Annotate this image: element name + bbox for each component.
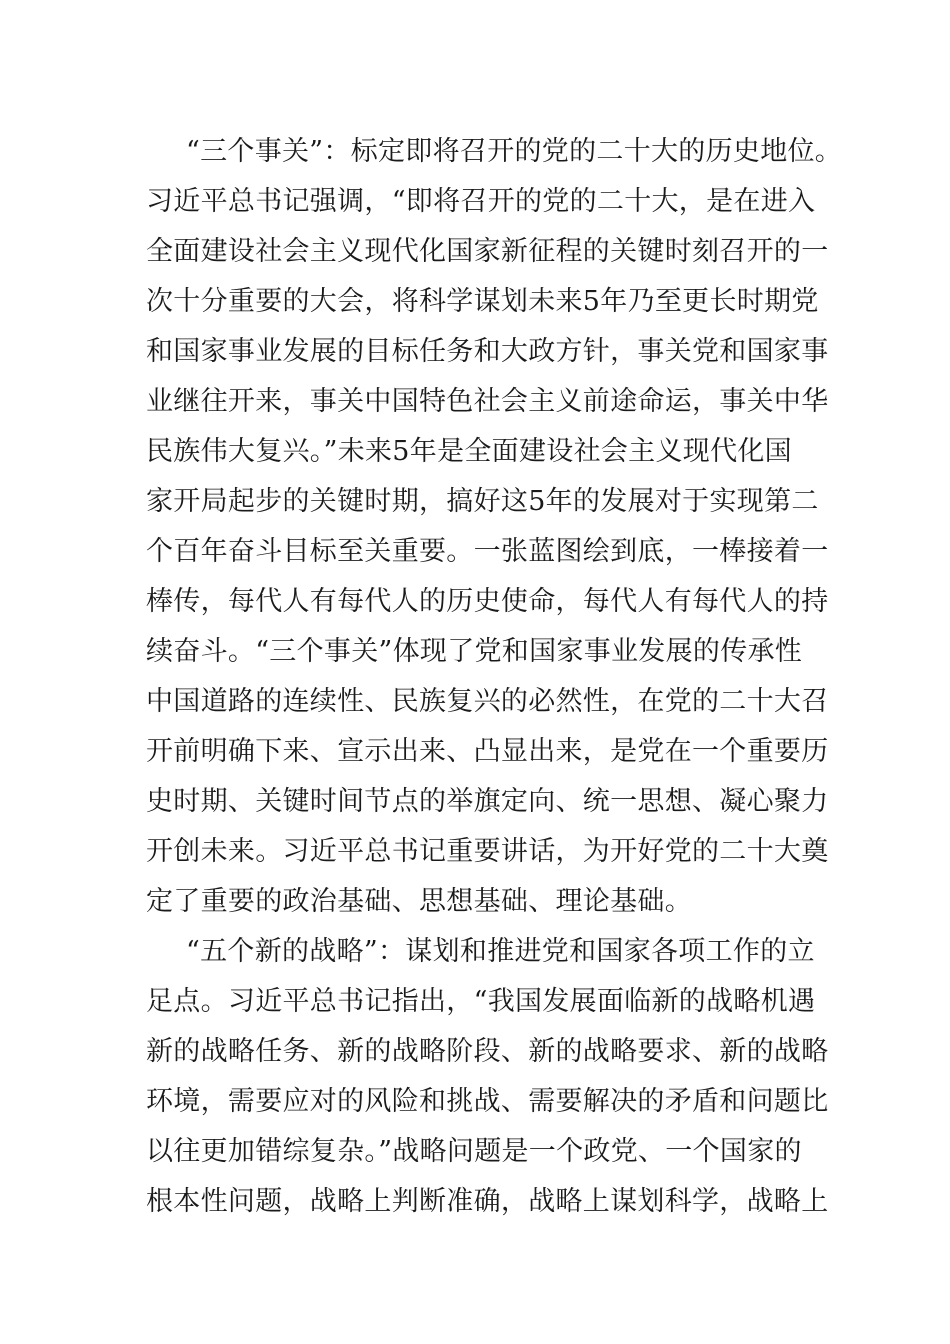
paragraph-2-line-4: 环境，需要应对的风险和挑战、需要解决的矛盾和问题比 xyxy=(146,1086,829,1117)
paragraph-1-line-8: 家开局起步的关键时期，搞好这5年的发展对于实现第二 xyxy=(146,486,819,517)
paragraph-1-line-6: 业继往开来，事关中国特色社会主义前途命运，事关中华 xyxy=(146,386,829,417)
paragraph-2-line-2: 足点。习近平总书记指出，“我国发展面临新的战略机遇 xyxy=(146,986,816,1017)
paragraph-2-line-3: 新的战略任务、新的战略阶段、新的战略要求、新的战略 xyxy=(146,1036,829,1067)
paragraph-1-line-4: 次十分重要的大会，将科学谋划未来5年乃至更长时期党 xyxy=(146,286,819,317)
paragraph-1-line-3: 全面建设社会主义现代化国家新征程的关键时刻召开的一 xyxy=(146,236,829,267)
paragraph-1-line-13: 开前明确下来、宣示出来、凸显出来，是党在一个重要历 xyxy=(146,736,829,767)
paragraph-1-line-11: 续奋斗。“三个事关”体现了党和国家事业发展的传承性 xyxy=(146,636,803,667)
paragraph-1-line-10: 棒传，每代人有每代人的历史使命，每代人有每代人的持 xyxy=(146,586,829,617)
paragraph-2-line-5: 以往更加错综复杂。”战略问题是一个政党、一个国家的 xyxy=(146,1136,802,1167)
paragraph-1-line-16: 定了重要的政治基础、思想基础、理论基础。 xyxy=(146,886,692,917)
paragraph-1-line-14: 史时期、关键时间节点的举旗定向、统一思想、凝心聚力 xyxy=(146,786,829,817)
paragraph-1-line-2: 习近平总书记强调，“即将召开的党的二十大，是在进入 xyxy=(146,186,816,217)
paragraph-2-line-6: 根本性问题，战略上判断准确，战略上谋划科学，战略上 xyxy=(146,1186,829,1217)
paragraph-1-line-12: 中国道路的连续性、民族复兴的必然性，在党的二十大召 xyxy=(146,686,829,717)
paragraph-1-line-5: 和国家事业发展的目标任务和大政方针，事关党和国家事 xyxy=(146,336,829,367)
paragraph-2-line-1: “五个新的战略”：谋划和推进党和国家各项工作的立 xyxy=(186,936,815,967)
paragraph-1-line-1: “三个事关”：标定即将召开的党的二十大的历史地位。 xyxy=(186,136,843,167)
paragraph-1-line-7: 民族伟大复兴。”未来5年是全面建设社会主义现代化国 xyxy=(146,436,792,467)
paragraph-1-line-9: 个百年奋斗目标至关重要。一张蓝图绘到底，一棒接着一 xyxy=(146,536,829,567)
paragraph-1-line-15: 开创未来。习近平总书记重要讲话，为开好党的二十大奠 xyxy=(146,836,829,867)
